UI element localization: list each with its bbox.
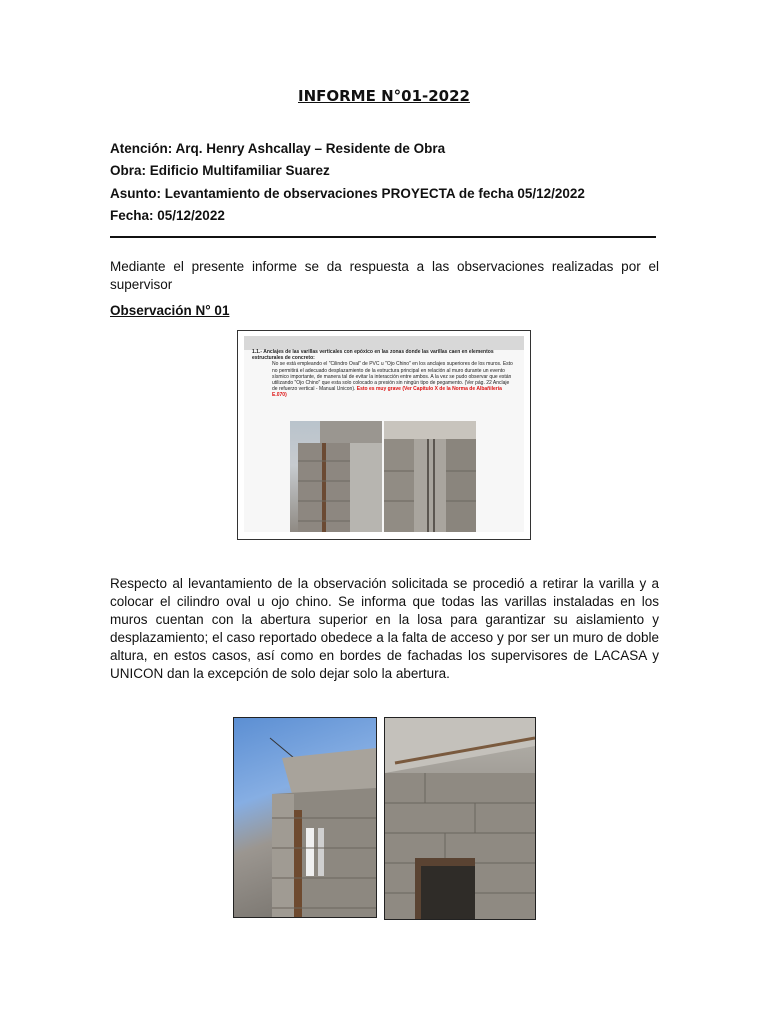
figure-header-band xyxy=(244,336,524,350)
figure-text xyxy=(252,349,516,399)
figure-warning: Esto es muy grave (Ver Capitulo X de la Norma de Albañilería E.070) xyxy=(272,386,502,399)
header-divider xyxy=(110,236,656,238)
site-photo-right xyxy=(384,717,536,920)
intro-paragraph: Mediante el presente informe se da respuesta a las observaciones realizadas por el supervisor xyxy=(110,259,659,292)
figure-photo-left xyxy=(290,421,382,532)
observation-figure xyxy=(237,330,531,540)
figure-body xyxy=(252,361,516,398)
figure-content xyxy=(244,336,524,532)
date-line: Fecha: 05/12/2022 xyxy=(110,208,225,223)
attention-line: Atención: Arq. Henry Ashcallay – Residente de Obra xyxy=(110,141,446,156)
report-title: INFORME N°01-2022 xyxy=(298,87,470,105)
subject-line: Asunto: Levantamiento de observaciones PROYECTA de fecha 05/12/2022 xyxy=(110,186,585,201)
figure-photo-right xyxy=(384,421,476,532)
observation-heading: Observación N° 01 xyxy=(110,303,230,318)
response-paragraph: Respecto al levantamiento de la observación solicitada se procedió a retirar la varilla y a colocar el cilindro oval u ojo chino. Se informa que todas las varillas instaladas en los muros cuentan con la abertura superior en la losa para garantizar su aislamiento y desplazamiento; el caso reportado obedece a la falta de acceso y por ser un muro de doble altura, en estos casos, así como en bordes de fachadas los supervisores de LACASA y UNICON dan la excepción de solo dejar solo la abertura. xyxy=(110,576,659,681)
figure-heading: 1.1.- Anclajes de las varillas verticales con epóxico en las zonas donde las varillas caen en elementos estructurales de concreto: xyxy=(252,349,494,362)
site-photo-left xyxy=(233,717,377,918)
work-line: Obra: Edificio Multifamiliar Suarez xyxy=(110,163,330,178)
figure-body-text: No se está empleando el "Cilindro Oval" de PVC u "Ojo Chino" en los anclajes superiores de los muros. Esto no permitirá el adecuado desplazamiento de la estructura principal en relación al muro durante un evento sísmico importante, de manera tal de evitar la interacción entre ambos. A la vez se pudo observar que están utilizando "Ojo Chino" que esta solo colocado a presión sin ningún tipo de pegamento. (Ver pág. 22 Anclaje de refuerzo vertical - Manual Unicon). xyxy=(272,361,513,393)
